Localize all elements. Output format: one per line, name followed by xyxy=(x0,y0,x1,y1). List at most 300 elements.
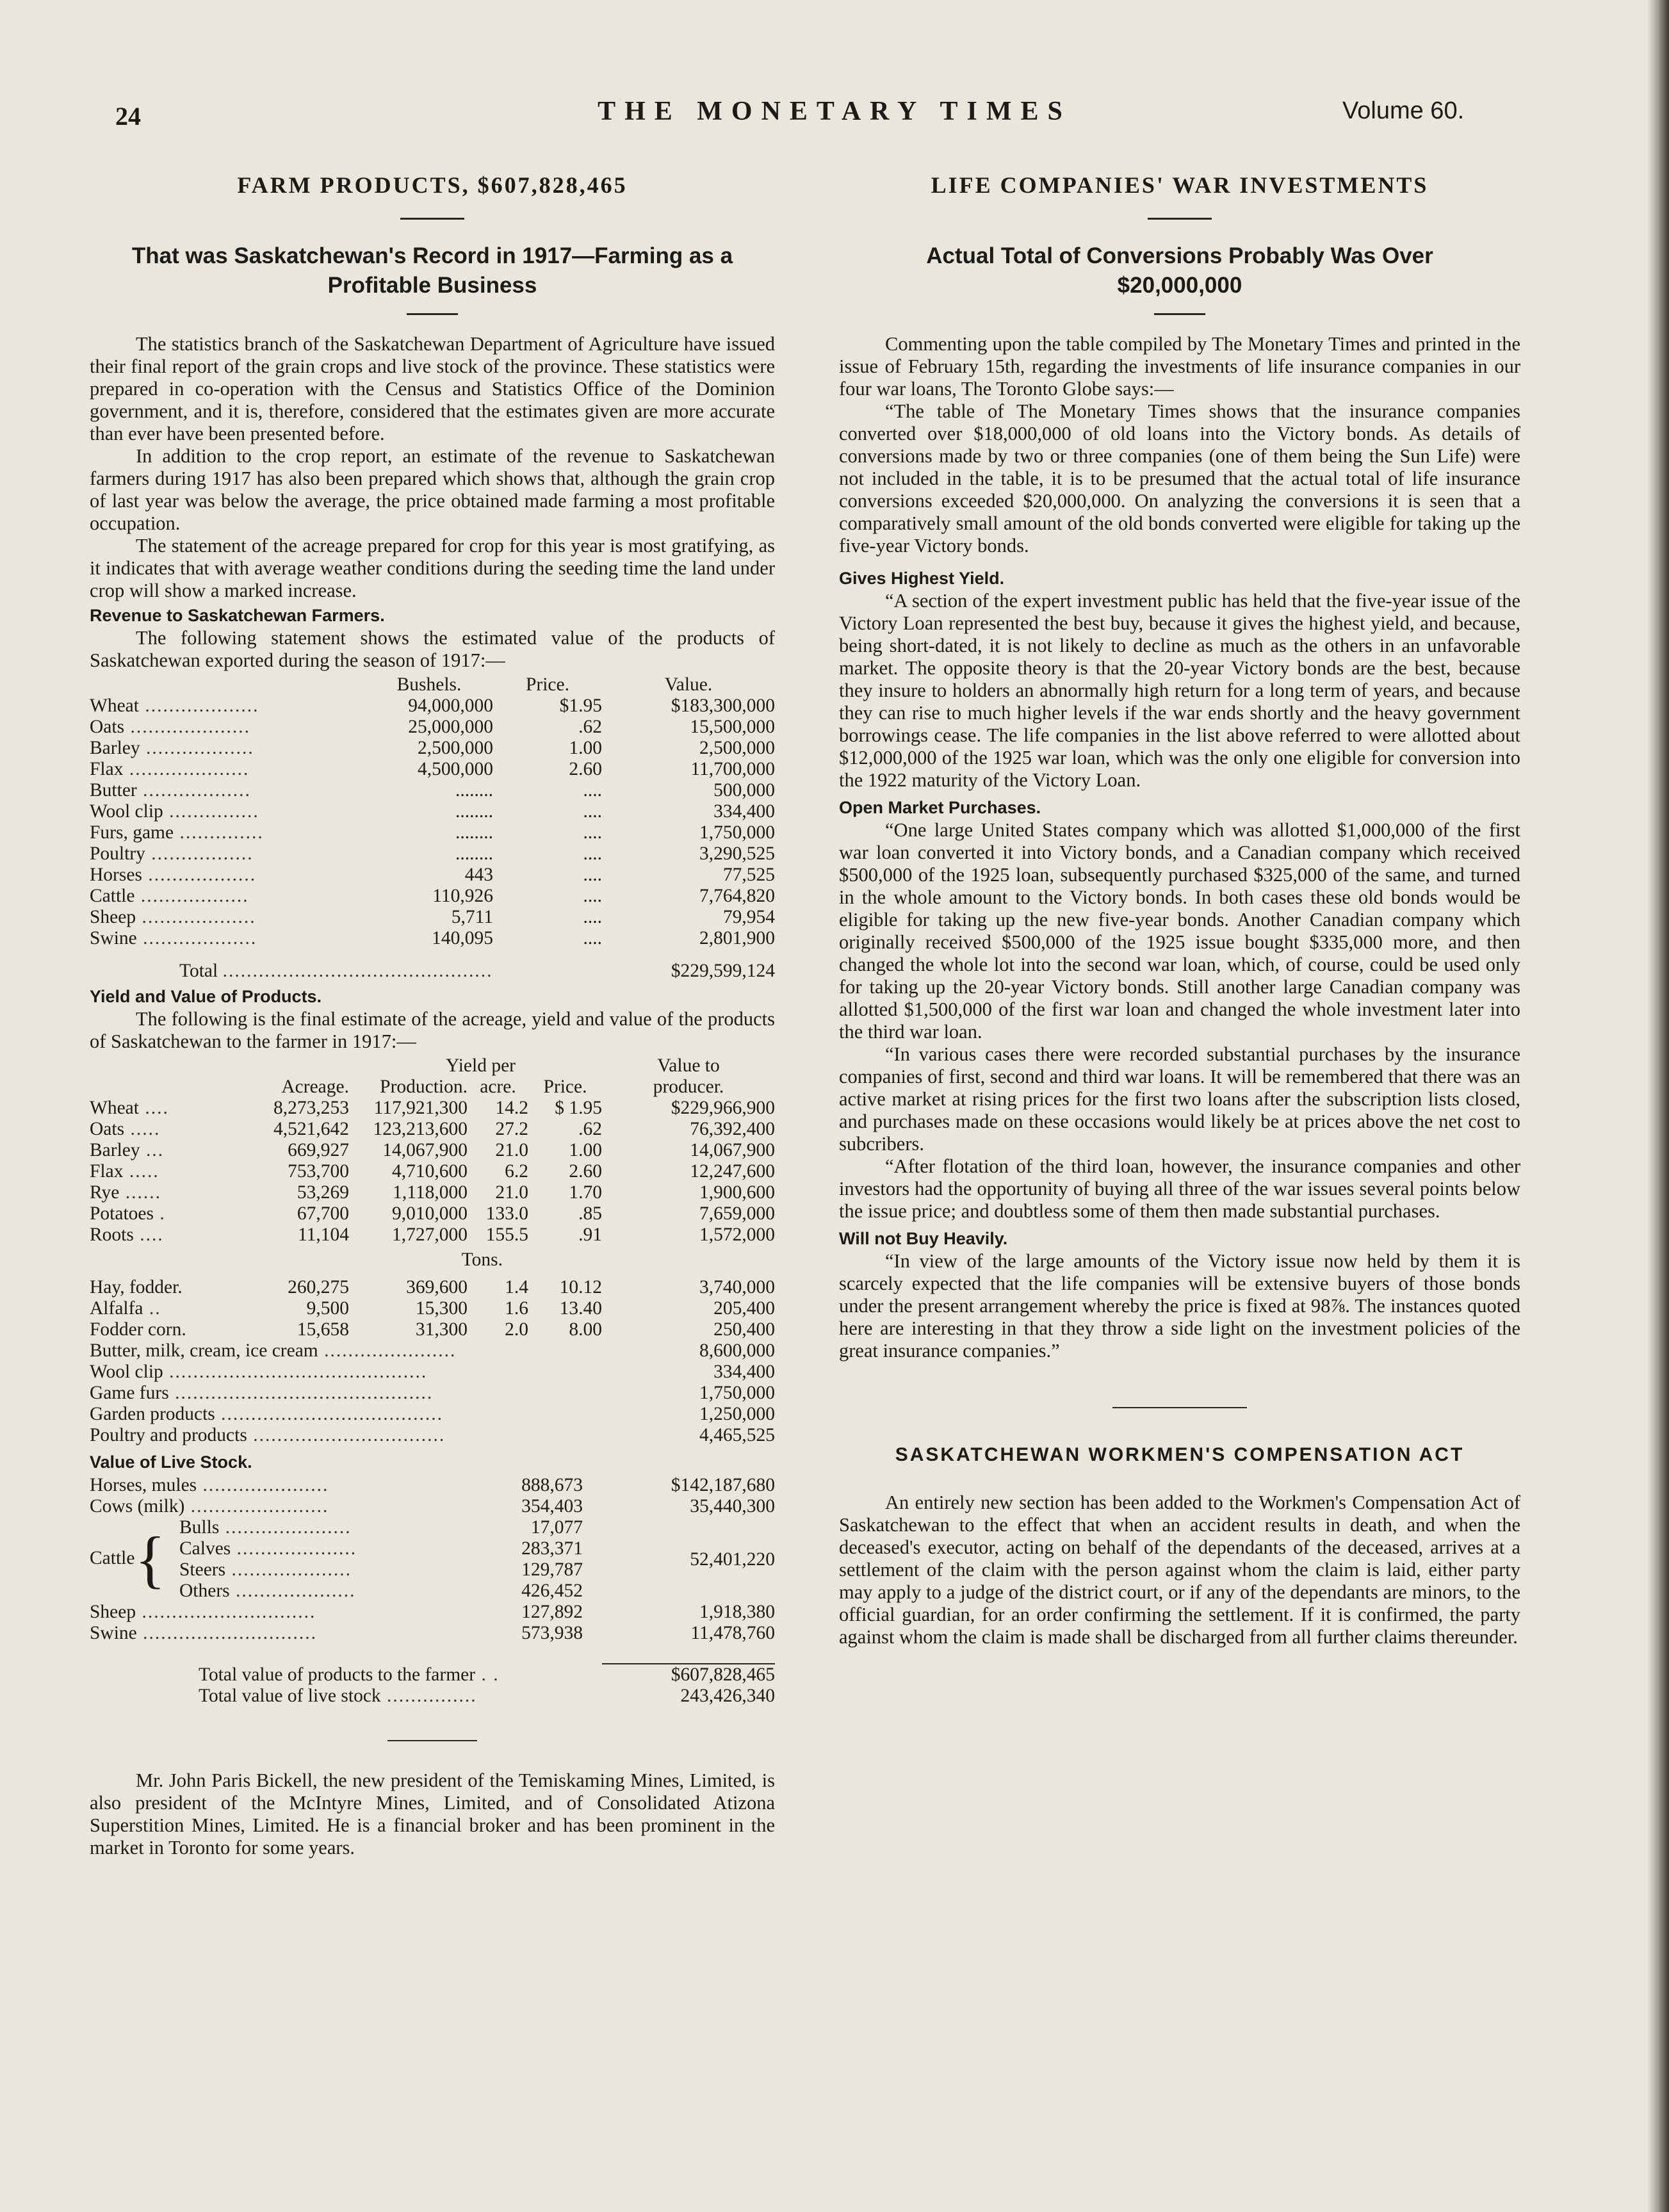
masthead: THE MONETARY TIMES xyxy=(598,97,1071,126)
table-row xyxy=(90,1182,775,1203)
leader-dots: .................... xyxy=(225,1559,352,1580)
leader-dots: .................... xyxy=(124,717,250,737)
table-cell: $1.95 xyxy=(559,695,602,716)
table-row xyxy=(90,886,775,907)
leader-dots: ..... xyxy=(124,1119,161,1139)
running-header xyxy=(0,96,1669,134)
table-row xyxy=(179,1559,583,1581)
table-cell: ........ xyxy=(455,801,493,822)
row-label: Barley xyxy=(90,738,140,758)
table-cell: 573,938 xyxy=(521,1623,583,1643)
cattle-label: Cattle xyxy=(90,1547,135,1568)
table-cell: 11,478,760 xyxy=(690,1623,775,1643)
life-paragraph: “In view of the large amounts of the Victory issue now held by them it is scarcely expected that the life companies will be extensive buyers of those bonds under the present arrangement whereby the price is fixed at 98⅞. The instances quoted here are interesting in that they throw a side light on the investment policies of the great insurance companies.” xyxy=(839,1250,1520,1362)
row-label-cell xyxy=(90,801,365,822)
row-label-cell xyxy=(90,928,365,949)
table-row xyxy=(90,1340,775,1362)
column-header: Price. xyxy=(543,1077,587,1097)
row-label: Bulls xyxy=(179,1517,220,1538)
table-cell: 4,500,000 xyxy=(418,759,493,779)
life-title: LIFE COMPANIES' WAR INVESTMENTS xyxy=(931,172,1429,198)
yield-intro: The following is the final estimate of the acreage, yield and value of the products of Saskatchewan to the farmer in 1917:— xyxy=(90,1008,775,1052)
cattle-subrows xyxy=(179,1517,583,1602)
table-cell: 11,700,000 xyxy=(690,759,775,779)
table-cell: 4,465,525 xyxy=(699,1425,775,1445)
table-cell: 1,572,000 xyxy=(699,1224,775,1245)
table-cell: 14,067,900 xyxy=(382,1140,468,1160)
table-row xyxy=(90,1623,775,1644)
table-cell: 205,400 xyxy=(713,1298,775,1319)
table-cell: 334,400 xyxy=(713,1362,775,1382)
table-cell: $183,300,000 xyxy=(671,695,775,716)
table-cell: 1.6 xyxy=(505,1298,528,1319)
row-label: Butter xyxy=(90,780,137,801)
farm-title: FARM PRODUCTS, $607,828,465 xyxy=(237,172,628,198)
column-header: Bushels. xyxy=(396,674,462,695)
leader-dots: ............................................. xyxy=(222,961,493,981)
column-header: Acreage. xyxy=(281,1077,349,1097)
leader-dots: .................. xyxy=(136,780,251,801)
life-subheading: Open Market Purchases. xyxy=(839,798,1041,817)
row-label-cell xyxy=(90,1140,250,1161)
table-cell: 133.0 xyxy=(485,1203,528,1224)
table-cell: 1.00 xyxy=(569,1140,602,1160)
row-label: Barley xyxy=(90,1140,140,1160)
table-cell: 123,213,600 xyxy=(373,1119,468,1139)
title-rule xyxy=(400,218,464,220)
table-row xyxy=(90,1224,775,1246)
leader-dots: ................................ xyxy=(247,1425,446,1445)
row-label-cell xyxy=(90,1425,602,1446)
yield-heading: Yield and Value of Products. xyxy=(90,987,322,1006)
table-cell: 2,801,900 xyxy=(699,928,775,948)
column-header: Value to xyxy=(657,1055,720,1076)
leader-dots: ................... xyxy=(136,928,257,948)
leader-dots: .................... xyxy=(229,1581,356,1601)
row-label-cell xyxy=(90,1404,602,1425)
farm-subtitle-1: That was Saskatchewan's Record in 1917—Farming as a xyxy=(131,243,733,268)
row-label: Garden products xyxy=(90,1404,215,1424)
table-cell: 1.70 xyxy=(569,1182,602,1203)
table-row xyxy=(179,1517,583,1538)
table-cell: 283,371 xyxy=(521,1538,583,1559)
table-cell: 21.0 xyxy=(495,1140,528,1160)
subtitle-rule xyxy=(407,313,458,315)
row-label: Flax xyxy=(90,759,124,779)
table-row xyxy=(90,738,775,759)
table-row xyxy=(90,1383,775,1404)
workmen-title: SASKATCHEWAN WORKMEN'S COMPENSATION ACT xyxy=(895,1444,1465,1465)
revenue-intro: The following statement shows the estimated value of the products of Saskatchewan exported during the season of 1917:— xyxy=(90,627,775,671)
table-cell: .... xyxy=(583,907,602,927)
row-label-cell xyxy=(90,1224,250,1246)
row-label-cell xyxy=(90,780,365,801)
leader-dots: ..................... xyxy=(219,1517,352,1538)
row-label: Roots xyxy=(90,1224,134,1245)
table-cell: 8.00 xyxy=(569,1319,602,1340)
row-label: Wheat xyxy=(90,1098,139,1118)
table-row xyxy=(90,695,775,717)
leader-dots: ........................................... xyxy=(163,1362,428,1382)
table-cell: 4,521,642 xyxy=(273,1119,349,1139)
table-cell: 334,400 xyxy=(713,801,775,822)
row-label-cell xyxy=(90,1362,602,1383)
leader-dots: ...... xyxy=(119,1182,161,1203)
misc-rows xyxy=(90,1340,775,1446)
farm-subtitle-2: Profitable Business xyxy=(327,273,537,298)
table-row xyxy=(90,1404,775,1425)
leader-dots: ............... xyxy=(163,801,259,822)
table-row xyxy=(90,1140,775,1161)
leader-dots: ....................... xyxy=(184,1496,329,1517)
total-products-label: Total value of products to the farmer xyxy=(199,1664,476,1685)
table-cell: 31,300 xyxy=(415,1319,468,1340)
table-cell: .... xyxy=(583,801,602,822)
leader-dots: . xyxy=(153,1203,166,1224)
table-cell: 6.2 xyxy=(505,1161,528,1182)
table-cell: 1,118,000 xyxy=(393,1182,468,1203)
left-column xyxy=(90,167,775,1859)
leader-dots: ................... xyxy=(138,695,259,716)
table-cell: 260,275 xyxy=(288,1277,349,1297)
row-label-cell xyxy=(90,1298,250,1319)
leader-dots: .................... xyxy=(123,759,250,779)
row-label: Cows (milk) xyxy=(90,1496,185,1517)
total-value: $229,599,124 xyxy=(671,961,775,981)
table-cell: .91 xyxy=(578,1224,602,1245)
table-row xyxy=(90,907,775,928)
life-paragraph: “A section of the expert investment public has held that the five-year issue of the Victory Loan represented the best buy, because it gives the highest yield, and because, being short-dated, it is not likely to decline as much as the others in an unfavorable market. The opposite theory is that the 20-year Victory bonds are the best, because they insure to holders an abnormally high return for a long term of years, and because they can rise to much higher levels if the war ends shortly and the heavy government borrowings cease. The life companies in the list above referred to were allotted about $12,000,000 of the 1925 war loan, which was the only one eligible for conversion into the 1922 maturity of the Victory Loan. xyxy=(839,590,1520,791)
leader-dots: .... xyxy=(133,1224,164,1245)
row-label-cell xyxy=(90,1340,602,1362)
row-label-cell xyxy=(90,695,365,717)
table-cell: 17,077 xyxy=(530,1517,583,1538)
table-cell: 35,440,300 xyxy=(690,1496,775,1517)
livestock-rows xyxy=(90,1475,775,1517)
table-cell: 3,740,000 xyxy=(699,1277,775,1297)
row-label-cell xyxy=(90,1475,487,1496)
leader-dots: .................... xyxy=(231,1538,357,1559)
row-label: Horses xyxy=(90,865,142,885)
table-row xyxy=(90,1425,775,1446)
table-cell: 5,711 xyxy=(451,907,493,927)
table-row xyxy=(90,1098,775,1119)
leader-dots: .................. xyxy=(140,738,254,758)
row-label-cell xyxy=(90,1182,250,1203)
total-products-row: Total value of products to the farmer . . $607,828,465 xyxy=(199,1664,775,1685)
table-row xyxy=(90,843,775,865)
table-row xyxy=(90,1161,775,1182)
revenue-heading: Revenue to Saskatchewan Farmers. xyxy=(90,606,385,625)
table-row xyxy=(90,1496,775,1517)
table-cell: 1,750,000 xyxy=(699,1383,775,1403)
leader-dots: ................... xyxy=(136,907,256,927)
table-cell: 13.40 xyxy=(559,1298,602,1319)
table-cell: 1,918,380 xyxy=(699,1602,775,1622)
table-row xyxy=(90,1362,775,1383)
table-row xyxy=(90,717,775,738)
total-products-value: $607,828,465 xyxy=(602,1664,775,1686)
tons-label: Tons. xyxy=(461,1249,503,1270)
row-label: Wheat xyxy=(90,695,139,716)
table-cell: 2.60 xyxy=(569,1161,602,1182)
table-cell: 669,927 xyxy=(288,1140,349,1160)
table-cell: 753,700 xyxy=(288,1161,349,1182)
row-label: Butter, milk, cream, ice cream xyxy=(90,1340,318,1361)
row-label: Others xyxy=(179,1581,230,1601)
row-label: Flax xyxy=(90,1161,124,1182)
table-cell: 129,787 xyxy=(521,1559,583,1580)
leader-dots: ..................................... xyxy=(215,1404,444,1424)
row-label-cell xyxy=(90,1602,487,1623)
row-label-cell xyxy=(90,1383,602,1404)
table-cell: 888,673 xyxy=(521,1475,583,1495)
table-cell: 2.0 xyxy=(505,1319,528,1340)
column-header: Price. xyxy=(526,674,569,695)
table-cell: 15,500,000 xyxy=(690,717,775,737)
table-row xyxy=(179,1581,583,1602)
row-label-cell xyxy=(90,1161,250,1182)
row-label: Sheep xyxy=(90,1602,136,1622)
table-row xyxy=(90,1319,775,1340)
row-label: Alfalfa xyxy=(90,1298,143,1319)
table-cell: 15,658 xyxy=(297,1319,349,1340)
section-divider xyxy=(1112,1407,1247,1408)
total-livestock-row: Total value of live stock ............... 243,426,340 xyxy=(199,1686,775,1706)
row-label: Sheep xyxy=(90,907,136,927)
row-label: Potatoes xyxy=(90,1203,154,1224)
table-cell: 53,269 xyxy=(297,1182,349,1203)
table-cell: 155.5 xyxy=(485,1224,528,1245)
table-cell: ........ xyxy=(455,822,493,843)
table-cell: 14,067,900 xyxy=(690,1140,775,1160)
row-label: Cattle xyxy=(90,886,135,906)
row-label: Oats xyxy=(90,717,125,737)
yield-table xyxy=(90,1055,775,1446)
table-cell: 1.00 xyxy=(569,738,602,758)
table-row xyxy=(90,759,775,780)
leader-dots: ............................. xyxy=(136,1602,316,1622)
table-cell: .85 xyxy=(578,1203,602,1224)
table-cell: .... xyxy=(583,886,602,906)
table-row xyxy=(90,1277,775,1298)
table-cell: 25,000,000 xyxy=(408,717,493,737)
row-label: Steers xyxy=(179,1559,226,1580)
table-cell: .... xyxy=(583,843,602,864)
table-cell: 1,900,600 xyxy=(699,1182,775,1203)
column-header: producer. xyxy=(653,1077,724,1097)
table-cell: 117,921,300 xyxy=(373,1098,468,1118)
yield-rows xyxy=(90,1098,775,1246)
page-number: 24 xyxy=(115,102,141,131)
life-subtitle-1: Actual Total of Conversions Probably Was Over xyxy=(926,243,1433,268)
row-label-cell xyxy=(179,1581,487,1602)
table-row xyxy=(90,1475,775,1496)
table-cell: 9,010,000 xyxy=(392,1203,468,1224)
livestock-table xyxy=(90,1475,775,1644)
cattle-group: Cattle{ xyxy=(90,1524,166,1595)
table-cell: $229,966,900 xyxy=(671,1098,775,1118)
row-label: Wool clip xyxy=(90,801,163,822)
row-label-cell xyxy=(90,886,365,907)
leader-dots: ..... xyxy=(123,1161,159,1182)
table-header-row xyxy=(90,1055,775,1077)
table-row xyxy=(90,928,775,949)
tons-rows xyxy=(90,1277,775,1340)
table-header-row xyxy=(90,1077,775,1098)
table-row xyxy=(90,822,775,843)
leader-dots: ..................... xyxy=(197,1475,329,1495)
cattle-value: 52,401,220 xyxy=(690,1549,775,1570)
table-cell: 7,764,820 xyxy=(699,886,775,906)
table-cell: .... xyxy=(583,928,602,948)
cattle-row xyxy=(90,1517,775,1602)
table-cell: 67,700 xyxy=(297,1203,349,1224)
column-header: Yield per xyxy=(446,1055,516,1076)
row-label-cell xyxy=(179,1538,487,1559)
section-divider xyxy=(387,1740,477,1741)
table-cell: 27.2 xyxy=(495,1119,528,1139)
total-livestock-value: 243,426,340 xyxy=(680,1686,775,1706)
table-cell: 21.0 xyxy=(495,1182,528,1203)
table-cell: 9,500 xyxy=(306,1298,349,1319)
row-label: Furs, game xyxy=(90,822,174,843)
livestock-rows xyxy=(90,1602,775,1644)
row-label: Horses, mules xyxy=(90,1475,197,1495)
table-cell: ........ xyxy=(455,780,493,801)
farm-paragraph: The statement of the acreage prepared for crop for this year is most gratifying, as it indicates that with average weather conditions during the seeding time the land under crop will show a marked increase. xyxy=(90,535,775,601)
row-label-cell xyxy=(90,822,365,843)
row-label: Oats xyxy=(90,1119,125,1139)
table-cell: .62 xyxy=(578,717,602,737)
row-label-cell xyxy=(179,1517,487,1538)
table-cell: 2,500,000 xyxy=(699,738,775,758)
column-header: Production. xyxy=(380,1077,468,1097)
revenue-total-row xyxy=(90,949,775,982)
table-cell: 2,500,000 xyxy=(418,738,493,758)
row-label-cell xyxy=(90,759,365,780)
table-cell: 11,104 xyxy=(297,1224,349,1245)
row-label-cell xyxy=(90,1098,250,1119)
table-cell: .... xyxy=(583,780,602,801)
leader-dots: .... xyxy=(138,1098,169,1118)
row-label-cell xyxy=(90,717,365,738)
page-edge-shadow xyxy=(1647,0,1669,2212)
table-cell: 4,710,600 xyxy=(392,1161,468,1182)
table-cell: 369,600 xyxy=(406,1277,468,1297)
table-cell: 426,452 xyxy=(521,1581,583,1601)
table-cell: 500,000 xyxy=(713,780,775,801)
leader-dots: ................. xyxy=(145,843,254,864)
leader-dots: ...................... xyxy=(318,1340,457,1361)
total-label: Total xyxy=(179,961,218,981)
table-cell: 1,727,000 xyxy=(392,1224,468,1245)
row-label-cell xyxy=(90,1496,487,1517)
row-label-cell xyxy=(90,865,365,886)
row-label: Poultry xyxy=(90,843,145,864)
table-cell: 79,954 xyxy=(722,907,775,927)
row-label: Calves xyxy=(179,1538,231,1559)
row-label-cell xyxy=(90,1119,250,1140)
table-cell: 8,600,000 xyxy=(699,1340,775,1361)
row-label: Rye xyxy=(90,1182,120,1203)
table-cell: .62 xyxy=(578,1119,602,1139)
row-label-cell xyxy=(90,907,365,928)
farm-paragraph: The statistics branch of the Saskatchewan Department of Agriculture have issued their final report of the grain crops and live stock of the province. These statistics were prepared in co-operation with the Census and Statistics Office of the Dominion government, and it is, therefore, considered that the estimates given are more accurate than ever have been presented before. xyxy=(90,333,775,444)
life-paragraph: “After flotation of the third loan, however, the insurance companies and other investors had the opportunity of buying all three of the war issues several points below the issue price; and doubtless some of them then made substantial purchases. xyxy=(839,1155,1520,1222)
life-paragraph: “The table of The Monetary Times shows that the insurance companies converted over $18,000,000 of old loans into the Victory bonds. As details of conversions made by two or three companies (one of them being the Sun Life) were not included in the table, it is to be presumed that the actual total of life insurance conversions exceeded $20,000,000. On analyzing the conversions it is seen that a comparatively small amount of the old bonds converted were eligible for taking up the five-year Victory bonds. xyxy=(839,400,1520,557)
table-cell: .... xyxy=(583,865,602,885)
table-cell: ........ xyxy=(455,843,493,864)
table-cell: 110,926 xyxy=(432,886,493,906)
leader-dots: ............................. xyxy=(136,1623,317,1643)
table-cell: 3,290,525 xyxy=(699,843,775,864)
row-label-cell xyxy=(90,738,365,759)
leader-dots: .............. xyxy=(174,822,264,843)
table-header-row xyxy=(90,674,775,695)
table-cell: 76,392,400 xyxy=(690,1119,775,1139)
table-row xyxy=(90,801,775,822)
total-livestock-label: Total value of live stock xyxy=(199,1686,381,1706)
table-cell: 1,250,000 xyxy=(699,1404,775,1424)
life-paragraph: “One large United States company which was allotted $1,000,000 of the first war loan converted it into Victory bonds, and a Canadian company which received $500,000 of the 1925 loan, subsequently purchased $325,000 of the same, and turned in the whole amount to the Victory bonds. In both cases these old bonds would be eligible for taking up the new five-year bonds. Another Canadian company which originally received $500,000 of the 1925 issue bought $335,000 more, and then changed the whole lot into the second war loan, which, of course, could be used only for taking up the 20-year Victory bonds. Still another large Canadian company was allotted $1,500,000 of the first war loan and changed the whole investment later into the third war loan. xyxy=(839,819,1520,1043)
table-cell: 10.12 xyxy=(559,1277,602,1297)
row-label: Swine xyxy=(90,1623,137,1643)
table-row xyxy=(90,1119,775,1140)
totals-table xyxy=(90,1663,775,1707)
table-cell: 1,750,000 xyxy=(699,822,775,843)
table-cell: Fodder corn. xyxy=(90,1319,186,1340)
life-subheading: Gives Highest Yield. xyxy=(839,569,1005,588)
title-rule xyxy=(1148,218,1212,220)
table-cell: 127,892 xyxy=(521,1602,583,1622)
life-subheading: Will not Buy Heavily. xyxy=(839,1229,1008,1248)
table-row xyxy=(90,1298,775,1319)
farm-paragraph: In addition to the crop report, an estimate of the revenue to Saskatchewan farmers during 1917 has also been prepared which shows that, although the grain crop of last year was below the average, the price obtained made farming a most profitable occupation. xyxy=(90,445,775,534)
table-row xyxy=(90,780,775,801)
table-cell: 7,659,000 xyxy=(699,1203,775,1224)
volume-label: Volume 60. xyxy=(1342,97,1465,124)
row-label-cell xyxy=(90,1623,487,1644)
table-row xyxy=(90,865,775,886)
table-cell: 140,095 xyxy=(432,928,493,948)
table-cell: Hay, fodder. xyxy=(90,1277,183,1297)
table-cell: 8,273,253 xyxy=(273,1098,349,1118)
leader-dots: .................. xyxy=(142,865,257,885)
tons-label-row xyxy=(90,1246,775,1277)
leader-dots: .................. xyxy=(134,886,249,906)
life-paragraph: “In various cases there were recorded substantial purchases by the insurance companies of first, second and third war loans. It will be remembered that there was an active market at rising prices for the first two loans after the subscription lists closed, and purchases made on these occasions would likely be at prices above the net cost to subcribers. xyxy=(839,1043,1520,1155)
table-cell: 12,247,600 xyxy=(690,1161,775,1182)
life-subtitle-2: $20,000,000 xyxy=(1117,273,1242,298)
column-header: Value. xyxy=(664,674,713,695)
leader-dots: ........................................... xyxy=(168,1383,434,1403)
table-row xyxy=(179,1538,583,1559)
leader-dots: ... xyxy=(140,1140,165,1160)
row-label: Swine xyxy=(90,928,137,948)
table-cell: 354,403 xyxy=(521,1496,583,1517)
workmen-paragraph: An entirely new section has been added to the Workmen's Compensation Act of Saskatchewan to the effect that when an accident results in death, and when the deceased's executor, acting on behalf of the dependants of the deceased, arrives at a settlement of the claim with the person against whom the claim is laid, either party may apply to a judge of the district court, or if any of the dependants are minors, to the official guardian, for an order confirming the settlement. If it is confirmed, the party against whom the claim is made shall be discharged from all further claims thereunder. xyxy=(839,1492,1520,1648)
table-cell: 77,525 xyxy=(722,865,775,885)
table-cell: .... xyxy=(583,822,602,843)
row-label-cell xyxy=(90,843,365,865)
revenue-rows xyxy=(90,695,775,949)
revenue-table xyxy=(90,674,775,982)
row-label: Game furs xyxy=(90,1383,169,1403)
right-column xyxy=(839,167,1520,1648)
row-label: Wool clip xyxy=(90,1362,163,1382)
row-label: Poultry and products xyxy=(90,1425,247,1445)
